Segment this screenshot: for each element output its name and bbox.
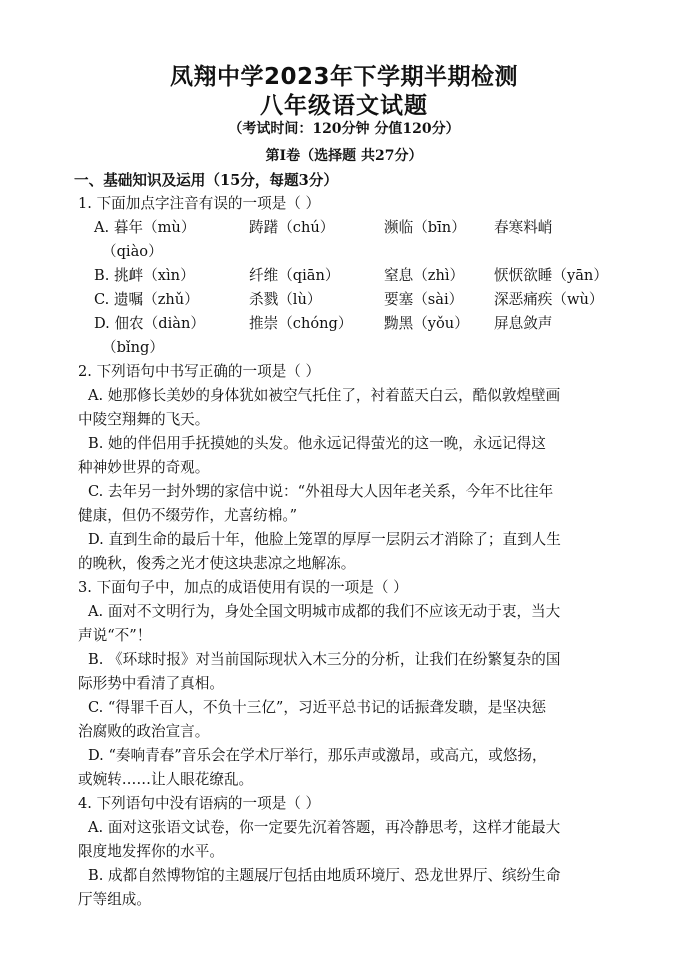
option-item: 春寒料峭 xyxy=(494,219,553,236)
option-b xyxy=(78,648,618,696)
option-line: 际形势中看清了真相。 xyxy=(78,675,224,692)
exam-title: 凤翔中学2023年下学期半期检测 xyxy=(169,64,518,90)
option-line: D. 直到生命的最后十年，他脸上笼罩的厚厚一层阴云才消除了；直到人生 xyxy=(88,531,561,548)
question-stem: 3. 下面句子中，加点的成语使用有误的一项是（ ） xyxy=(78,579,408,596)
option-a xyxy=(94,216,618,240)
option-line: 种神妙世界的奇观。 xyxy=(78,459,210,476)
option-line: 健康，但仍不缀劳作，尤喜纺棉。” xyxy=(78,507,298,524)
option-a xyxy=(78,816,618,864)
option-b xyxy=(78,432,618,480)
option-item: 屏息敛声 xyxy=(494,315,553,332)
option-line: B. 《环球时报》对当前国际现状入木三分的分析，让我们在纷繁复杂的国 xyxy=(88,651,561,668)
option-d xyxy=(94,312,618,336)
option-a xyxy=(78,384,618,432)
option-item: 窒息（zhì） xyxy=(384,267,465,284)
option-wrap: （bǐng） xyxy=(102,339,164,356)
option-line: 或婉转……让人眼花缭乱。 xyxy=(78,771,254,788)
option-item: A. 暮年（mù） xyxy=(94,219,196,236)
option-item: C. 遗嘱（zhǔ） xyxy=(94,291,199,308)
option-line: C. “得罪千百人，不负十三亿”，习近平总书记的话振聋发聩，是坚决惩 xyxy=(88,699,547,716)
option-line: A. 面对这张语文试卷，你一定要先沉着答题，再冷静思考，这样才能最大 xyxy=(88,819,561,836)
option-item: 杀戮（lù） xyxy=(249,291,322,308)
option-d xyxy=(78,528,618,576)
option-line: B. 成都自然博物馆的主题展厅包括由地质环境厅、恐龙世界厅、缤纷生命 xyxy=(88,867,561,884)
option-item: 推崇（chóng） xyxy=(249,315,353,332)
question-3 xyxy=(78,576,618,792)
option-line: A. 她那修长美妙的身体犹如被空气托住了，衬着蓝天白云，酷似敦煌壁画 xyxy=(88,387,561,404)
question-1 xyxy=(78,192,618,360)
option-d xyxy=(78,744,618,792)
section-heading: 一、基础知识及运用（15分，每题3分） xyxy=(74,172,338,189)
option-line: 厅等组成。 xyxy=(78,891,151,908)
option-item: 恹恹欲睡（yān） xyxy=(494,267,608,284)
option-wrap: （qiào） xyxy=(102,243,163,260)
question-2 xyxy=(78,360,618,576)
option-item: 纤维（qiān） xyxy=(249,267,340,284)
exam-content xyxy=(74,170,618,912)
exam-time-score: （考试时间：120分钟 分值120分） xyxy=(228,121,460,137)
exam-subject-title: 八年级语文试题 xyxy=(260,93,428,119)
option-line: 的晚秋，俊秀之光才使这块悲凉之地解冻。 xyxy=(78,555,356,572)
option-item: B. 挑衅（xìn） xyxy=(94,267,195,284)
option-c xyxy=(78,696,618,744)
option-line: 声说“不”！ xyxy=(78,627,152,644)
option-b xyxy=(78,864,618,912)
option-item: 黝黑（yǒu） xyxy=(384,315,469,332)
option-c xyxy=(94,288,618,312)
option-c xyxy=(78,480,618,528)
option-line: D. “奏响青春”音乐会在学术厅举行，那乐声或激昂，或高亢，或悠扬， xyxy=(88,747,547,764)
question-options xyxy=(78,216,618,360)
option-line: 中陵空翔舞的飞天。 xyxy=(78,411,210,428)
volume-heading: 第Ⅰ卷（选择题 共27分） xyxy=(265,148,423,164)
question-4 xyxy=(78,792,618,912)
option-b xyxy=(94,264,618,288)
option-item: 濒临（bīn） xyxy=(384,219,466,236)
option-item: 要塞（sài） xyxy=(384,291,464,308)
option-item: 踌躇（chú） xyxy=(249,219,335,236)
option-item: D. 佃农（diàn） xyxy=(94,315,205,332)
option-item: 深恶痛疾（wù） xyxy=(494,291,604,308)
question-stem: 2. 下列语句中书写正确的一项是（ ） xyxy=(78,363,321,380)
option-line: A. 面对不文明行为，身处全国文明城市成都的我们不应该无动于衷，当大 xyxy=(88,603,561,620)
question-stem: 1. 下面加点字注音有误的一项是（ ） xyxy=(78,195,321,212)
option-line: 限度地发挥你的水平。 xyxy=(78,843,224,860)
option-line: 治腐败的政治宣言。 xyxy=(78,723,210,740)
option-line: B. 她的伴侣用手抚摸她的头发。他永远记得萤光的这一晚，永远记得这 xyxy=(88,435,546,452)
option-a xyxy=(78,600,618,648)
question-stem: 4. 下列语句中没有语病的一项是（ ） xyxy=(78,795,321,812)
option-line: C. 去年另一封外甥的家信中说：“外祖母大人因年老关系，今年不比往年 xyxy=(88,483,554,500)
